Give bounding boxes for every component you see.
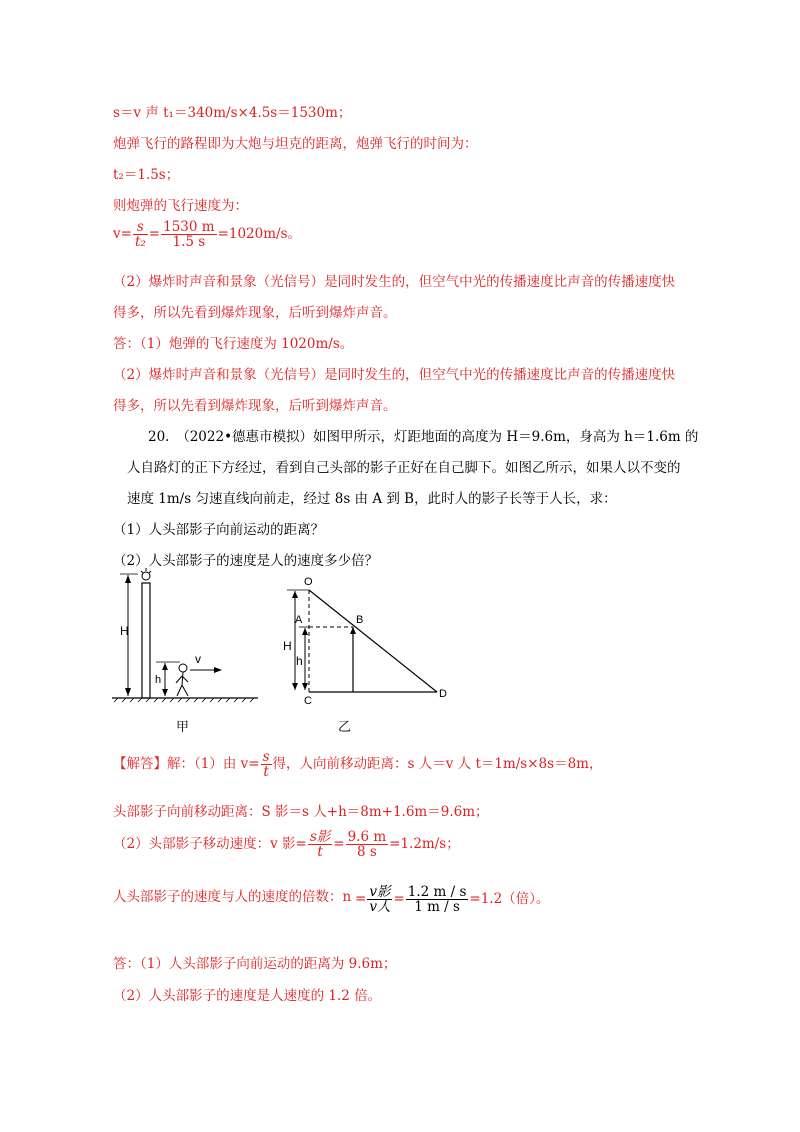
label-B: B xyxy=(356,614,364,626)
problem-line-1: 20. （2022•德惠市模拟）如图甲所示，灯距地面的高度为 H＝9.6m，身高为 h＝1.6m 的 xyxy=(148,429,699,445)
solution-step-1: 【解答】解：（1）由 v= $\frac{s}{t}$ 得，人向前移动距离：s 人＝v 人 t＝1m/s×8s＝8m， xyxy=(113,749,603,781)
line-answer-1: 答：（1）炮弹的飞行速度为 1020m/s。 xyxy=(113,336,354,352)
final-answer-1: 答：（1）人头部影子向前运动的距离为 9.6m； xyxy=(113,956,397,972)
label-H: H xyxy=(120,624,129,638)
line-shell-speed-formula: v= $\frac{s}{\text{t₂}}$ = $\frac{1530 m}{1.5 s}$ =1020m/s。 xyxy=(113,219,302,251)
solution-step-3: （2）头部影子移动速度：v 影= $\frac{\text{s影}}{t}$ = $\frac{9.6 m}{8 s}$ =1.2m/s； xyxy=(113,829,460,861)
solution-step-2: 头部影子向前移动距离：S 影＝s 人+h＝8m+1.6m＝9.6m； xyxy=(113,804,489,820)
question-1: （1）人头部影子向前运动的距离？ xyxy=(113,522,325,538)
label-A: A xyxy=(295,614,303,626)
line-answer-2a: （2）爆炸时声音和景象（光信号）是同时发生的，但空气中光的传播速度比声音的传播速度快 xyxy=(113,367,676,383)
label-C: C xyxy=(304,695,312,704)
line-shell-time: t₂＝1.5s； xyxy=(113,167,180,183)
label-O: O xyxy=(304,576,313,588)
label-v: v xyxy=(195,652,201,666)
line-shell-path: 炮弹飞行的路程即为大炮与坦克的距离，炮弹飞行的时间为： xyxy=(113,136,478,152)
solution-step-4: 人头部影子的速度与人的速度的倍数：n xyxy=(113,889,352,905)
caption-figure-a: 甲 xyxy=(176,719,190,734)
solution-step-4-formula: = $\frac{\text{v影}}{\text{v人}}$ = $\frac{1.2 m / s}{1 m / s}$ =1.2（倍）。 xyxy=(355,884,550,916)
problem-line-2: 人自路灯的正下方经过，看到自己头部的影子正好在自己脚下。如图乙所示，如果人以不变的 xyxy=(127,460,681,476)
solution-tag: 【解答】 xyxy=(113,756,167,773)
label-h-b: h xyxy=(296,654,303,668)
figure-streetlamp xyxy=(110,565,260,710)
line-answer-2b: 得多，所以先看到爆炸现象，后听到爆炸声音。 xyxy=(113,398,397,414)
line-reason-1: （2）爆炸时声音和景象（光信号）是同时发生的，但空气中光的传播速度比声音的传播速度快 xyxy=(113,274,676,290)
line-shell-speed-intro: 则炮弹的飞行速度为： xyxy=(113,198,248,214)
question-2: （2）人头部影子的速度是人的速度多少倍？ xyxy=(113,553,379,569)
label-h: h xyxy=(155,674,162,686)
label-H-b: H xyxy=(283,639,292,653)
problem-line-3: 速度 1m/s 匀速直线向前走，经过 8s 由 A 到 B，此时人的影子长等于人长，求： xyxy=(127,491,617,507)
caption-figure-b: 乙 xyxy=(338,719,352,734)
label-D: D xyxy=(439,688,447,700)
figure-shadow-geometry xyxy=(275,572,455,704)
line-reason-2: 得多，所以先看到爆炸现象，后听到爆炸声音。 xyxy=(113,305,397,321)
final-answer-2: （2）人头部影子的速度是人速度的 1.2 倍。 xyxy=(113,988,382,1004)
line-sound-distance: s＝v 声 t₁＝340m/s×4.5s＝1530m； xyxy=(113,105,352,121)
